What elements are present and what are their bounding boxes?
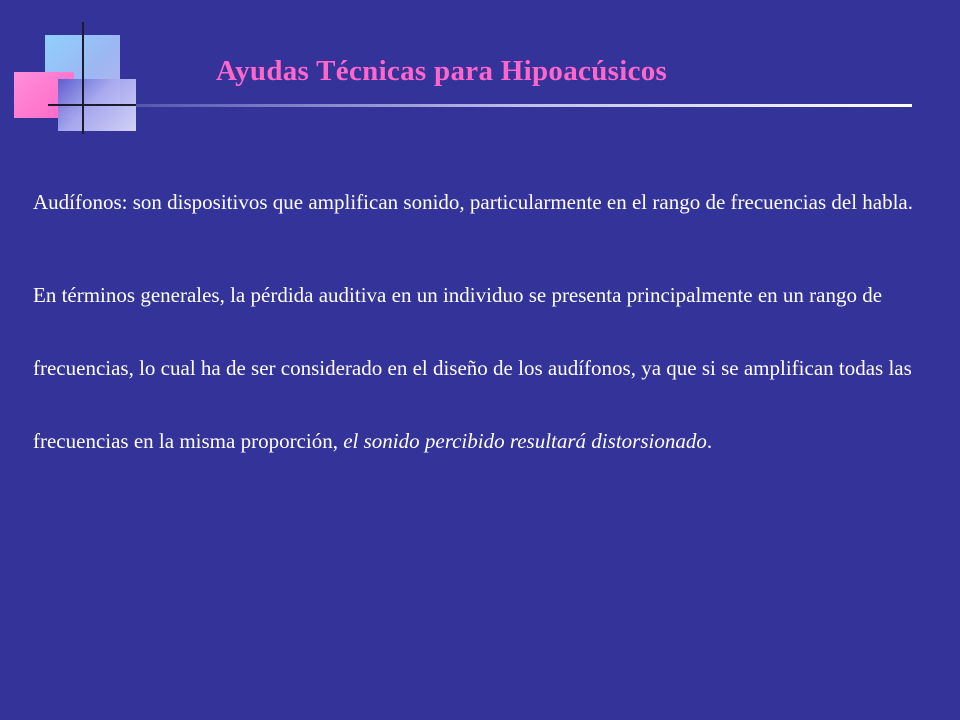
title-underline-rule: [136, 104, 912, 107]
slide-body: [33, 166, 938, 478]
paragraph-spacer: [33, 239, 938, 259]
emphasized-text: el sonido percibido resultará distorsionado: [343, 429, 707, 453]
logo-horizontal-line: [48, 104, 138, 106]
paragraph-hearing-loss-explanation: [33, 259, 938, 478]
paragraph-main-text: En términos generales, la pérdida auditiva en un individuo se presenta principalmente en un rango de frecuencias, lo cual ha de ser considerado en el diseño de los audífonos, ya que si se amplifican todas las frecuencias en la misma proporción,: [33, 283, 912, 453]
paragraph-hearing-aids-definition: Audífonos: son dispositivos que amplifican sonido, particularmente en el rango de frecuencias del habla.: [33, 190, 914, 214]
paragraph-ending: .: [706, 429, 713, 453]
slide-title: Ayudas Técnicas para Hipoacúsicos: [216, 55, 668, 87]
decorative-squares-logo: [0, 0, 160, 160]
logo-vertical-line: [82, 22, 84, 134]
